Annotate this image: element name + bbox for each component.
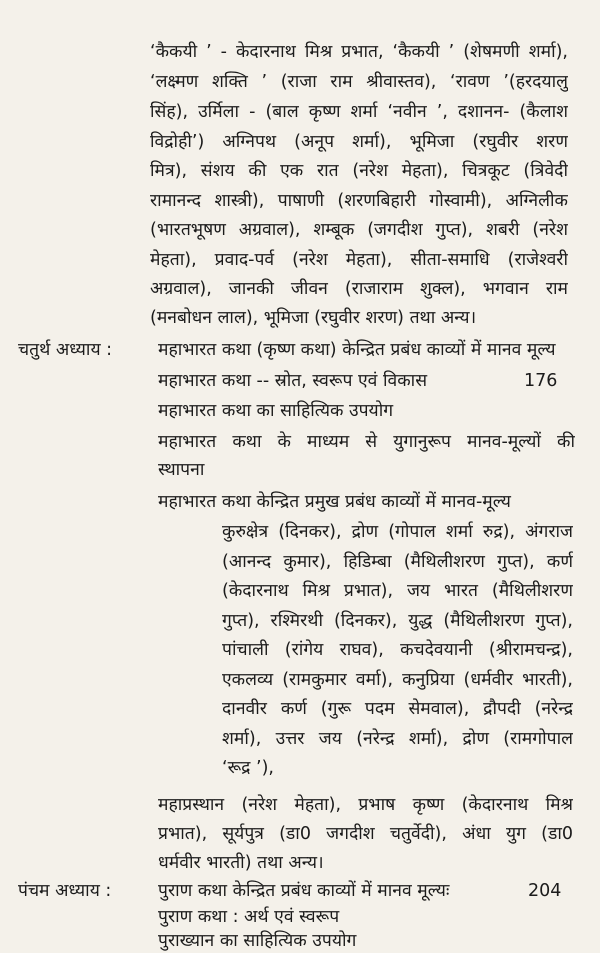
subheading: महाभारत कथा के माध्यम से युगानुरूप मानव-मूल्यों की <box>158 432 575 452</box>
text-line: अग्रवाल), जानकी जीवन (राजाराम शुक्ल), भगवान राम <box>150 279 568 299</box>
work-line: एकलव्य (रामकुमार वर्मा), कनुप्रिया (धर्मवीर भारती), <box>222 670 573 690</box>
text-line: ‘कैकयी ’ - केदारनाथ मिश्र प्रभात, ‘कैकयी ’ (शेषमणी शर्मा), <box>150 42 568 62</box>
text-line: विद्रोही’) अग्निपथ (अनूप शर्मा), भूमिजा (रघुवीर शरण <box>150 132 568 152</box>
text-line: मित्र), संशय की एक रात (नरेश मेहता), चित्रकूट (त्रिवेदी <box>150 161 568 181</box>
chapter-title: महाभारत कथा (कृष्ण कथा) केन्द्रित प्रबंध काव्यों में मानव मूल्य <box>158 340 556 360</box>
work-line: धर्मवीर भारती) तथा अन्य। <box>158 853 324 873</box>
text-line: (मनबोधन लाल), भूमिजा (रघुवीर शरण) तथा अन्य। <box>150 308 477 328</box>
work-line: (केदारनाथ मिश्र प्रभात), जय भारत (मैथिलीशरण <box>222 581 573 601</box>
text-line: सिंह), उर्मिला - (बाल कृष्ण शर्मा ‘नवीन ’, दशानन- (कैलाश <box>150 102 568 122</box>
work-line: पांचाली (रांगेय राघव), कचदेवयानी (श्रीरामचन्द्र), <box>222 640 573 660</box>
chapter-title: पुराण कथा केन्द्रित प्रबंध काव्यों में मानव मूल्यः <box>158 881 450 901</box>
work-line: ‘रूद्र ’), <box>222 758 274 778</box>
work-line: गुप्त), रश्मिरथी (दिनकर), युद्ध (मैथिलीशरण गुप्त), <box>222 611 573 631</box>
work-line: दानवीर कर्ण (गुरू पदम सेमवाल), द्रौपदी (नरेन्द्र <box>222 699 573 719</box>
subheading: महाभारत कथा केन्द्रित प्रमुख प्रबंध काव्यों में मानव-मूल्य <box>158 492 511 512</box>
subheading: पुराख्यान का साहित्यिक उपयोग <box>158 931 357 951</box>
subheading: महाभारत कथा का साहित्यिक उपयोग <box>158 401 394 421</box>
work-line: प्रभात), सूर्यपुत्र (डा0 जगदीश चतुर्वेदी), अंधा युग (डा0 <box>158 824 573 844</box>
chapter-label: चतुर्थ अध्याय : <box>18 340 113 360</box>
subheading: पुराण कथा : अर्थ एवं स्वरूप <box>158 907 340 927</box>
work-line: शर्मा), उत्तर जय (नरेन्द्र शर्मा), द्रोण (रामगोपाल <box>222 729 573 749</box>
text-line: ‘लक्ष्मण शक्ति ’ (राजा राम श्रीवास्तव), ‘रावण ’(हरदयालु <box>150 72 568 92</box>
subheading: स्थापना <box>158 460 205 480</box>
work-line: महाप्रस्थान (नरेश मेहता), प्रभाष कृष्ण (केदारनाथ मिश्र <box>158 795 573 815</box>
work-line: कुरुक्षेत्र (दिनकर), द्रोण (गोपाल शर्मा रुद्र), अंगराज <box>222 522 573 542</box>
text-line: मेहता), प्रवाद-पर्व (नरेश मेहता), सीता-समाधि (राजेश्वरी <box>150 250 568 270</box>
page-number: 176 <box>524 371 558 391</box>
page-number: 204 <box>528 881 562 901</box>
text-line: रामानन्द शास्त्री), पाषाणी (शरणबिहारी गोस्वामी), अग्निलीक <box>150 191 568 211</box>
chapter-label: पंचम अध्याय : <box>18 881 112 901</box>
text-line: (भारतभूषण अग्रवाल), शम्बूक (जगदीश गुप्त), शबरी (नरेश <box>150 220 568 240</box>
subheading: महाभारत कथा -- स्रोत, स्वरूप एवं विकास <box>158 371 428 391</box>
work-line: (आनन्द कुमार), हिडिम्बा (मैथिलीशरण गुप्त), कर्ण <box>222 552 573 572</box>
